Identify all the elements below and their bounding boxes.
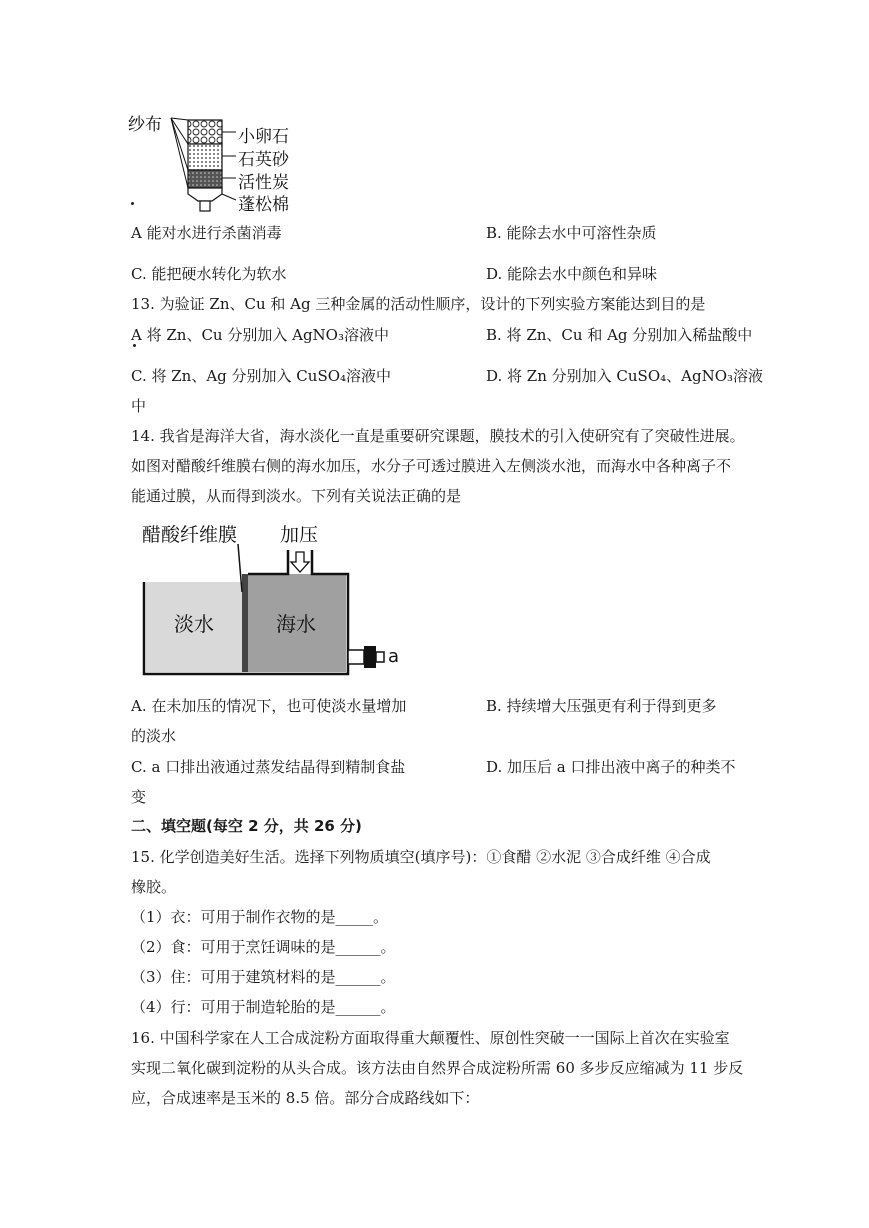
q16-stem-line2: 实现二氧化碳到淀粉的从头合成。该方法由自然界合成淀粉所需 60 多步反应缩减为 11 步反 [131, 1059, 744, 1077]
q13-option-b: B. 将 Zn、Cu 和 Ag 分别加入稀盐酸中 [486, 326, 753, 344]
q16-stem-line3: 应，合成速率是玉米的 8.5 倍。部分合成路线如下： [131, 1089, 480, 1107]
q15-stem-line2: 橡胶。 [131, 878, 177, 896]
q12-option-d: D. 能除去水中颜色和异味 [486, 265, 658, 283]
q14-option-d-continued: 变 [131, 788, 147, 806]
q14-option-c: C. a 口排出液通过蒸发结晶得到精制食盐 [131, 758, 406, 776]
q12-option-c: C. 能把硬水转化为软水 [131, 265, 287, 283]
q12-option-b: B. 能除去水中可溶性杂质 [486, 224, 657, 242]
water-filter-figure [128, 104, 328, 220]
q13-option-a: A 将 Zn、Cu 分别加入 AgNO₃溶液中 [131, 326, 389, 344]
q14-option-b-continued: 的淡水 [131, 727, 177, 745]
cotton-label: 蓬松棉 [238, 195, 289, 215]
q14-option-a: A. 在未加压的情况下，也可使淡水量增加 [131, 697, 407, 715]
q13-option-d-continued: 中 [131, 397, 147, 415]
q15-item-1: （1）衣：可用于制作衣物的是_____。 [131, 908, 389, 926]
q14-option-b: B. 持续增大压强更有利于得到更多 [486, 697, 717, 715]
outlet-a-label: a [388, 646, 400, 667]
q14-stem-line1: 14. 我省是海洋大省，海水淡化一直是重要研究课题，膜技术的引入使研究有了突破性进展。 [131, 427, 745, 445]
sea-water-label: 海水 [276, 612, 316, 636]
q15-item-4: （4）行：可用于制造轮胎的是______。 [131, 998, 396, 1016]
gauze-label: 纱布 [128, 115, 162, 135]
desalination-figure [130, 514, 420, 686]
bullet-dot [131, 202, 134, 205]
q16-stem-line1: 16. 中国科学家在人工合成淀粉方面取得重大颠覆性、原创性突破一一国际上首次在实验室 [131, 1029, 730, 1047]
q14-stem-line3: 能通过膜，从而得到淡水。下列有关说法正确的是 [131, 487, 462, 505]
activated-carbon-label: 活性炭 [238, 173, 289, 193]
q13-stem: 13. 为验证 Zn、Cu 和 Ag 三种金属的活动性顺序，设计的下列实验方案能达到目的是 [131, 295, 706, 313]
q13-option-c: C. 将 Zn、Ag 分别加入 CuSO₄溶液中 [131, 367, 392, 385]
q15-item-2: （2）食：可用于烹饪调味的是______。 [131, 938, 396, 956]
q15-item-3: （3）住：可用于建筑材料的是______。 [131, 968, 396, 986]
quartz-sand-label: 石英砂 [238, 150, 289, 170]
bullet-dot [133, 344, 136, 347]
q14-stem-line2: 如图对醋酸纤维膜右侧的海水加压，水分子可透过膜进入左侧淡水池，而海水中各种离子不 [131, 457, 732, 475]
fresh-water-label: 淡水 [174, 612, 214, 636]
q12-option-a: A 能对水进行杀菌消毒 [131, 224, 282, 242]
membrane-label: 醋酸纤维膜 [142, 524, 238, 546]
section-heading: 二、填空题(每空 2 分，共 26 分) [131, 817, 362, 835]
q15-stem-line1: 15. 化学创造美好生活。选择下列物质填空(填序号)：①食醋 ②水泥 ③合成纤维 ④合成 [131, 848, 711, 866]
pressure-label: 加压 [280, 524, 319, 546]
q13-option-d: D. 将 Zn 分别加入 CuSO₄、AgNO₃溶液 [486, 367, 764, 385]
q14-option-d: D. 加压后 a 口排出液中离子的种类不 [486, 758, 736, 776]
pebble-label: 小卵石 [238, 127, 289, 147]
